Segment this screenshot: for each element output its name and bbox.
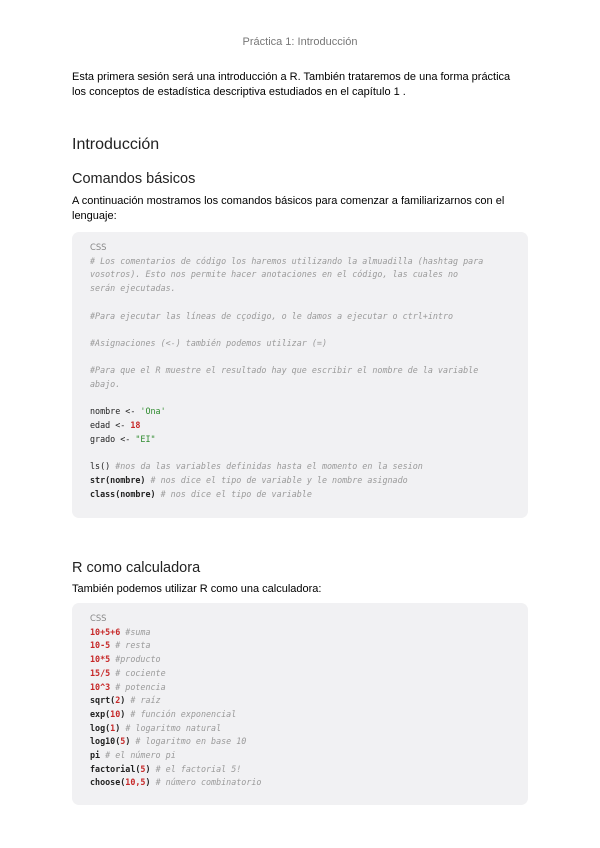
code-text: ) [125, 736, 136, 747]
code-comment: #Para ejecutar las líneas de cçodigo, o le damos a ejecutar o ctrl+intro [90, 310, 454, 321]
code-line [90, 667, 510, 681]
code-function: factorial( [90, 763, 141, 774]
code-comment: # cociente [115, 667, 166, 678]
section-title-introduccion: Introducción [72, 136, 160, 153]
code-line [90, 749, 510, 763]
code-text: ) [120, 695, 131, 706]
code-comment: #nos da las variables definidas hasta el momento en la sesion [115, 461, 423, 472]
comandos-description [72, 194, 528, 224]
comandos-desc-line-2: lenguaje: [72, 210, 117, 222]
code-line [90, 626, 510, 640]
code-text: grado <- [90, 433, 136, 444]
code-string: "EI" [135, 433, 156, 444]
code-comment: # número combinatorio [155, 777, 262, 788]
code-string: 'Ona' [140, 406, 166, 417]
code-comment: # logaritmo natural [125, 722, 222, 733]
document-content [72, 70, 528, 805]
code-comment: # logaritmo en base 10 [135, 736, 247, 747]
code-text: ) [115, 722, 126, 733]
code-function: pi [90, 750, 106, 761]
code-text: ) [145, 777, 156, 788]
code-function: log( [90, 722, 111, 733]
code-line-ls [90, 460, 510, 474]
code-number: 10^3 [90, 681, 116, 692]
code-comment: #suma [125, 626, 151, 637]
subsection-title-calculadora: R como calculadora [72, 560, 201, 576]
code-number: 10+5+6 [90, 626, 126, 637]
code-comment: #Para que el R muestre el resultado hay que escribir el nombre de la variable [90, 365, 479, 376]
code-comment: # el factorial 5! [155, 763, 242, 774]
code-comment: #producto [115, 654, 161, 665]
code-line [90, 763, 510, 777]
intro-line-2: los conceptos de estadística descriptiva estudiados en el capítulo 1 . [72, 86, 406, 98]
code-function: sqrt( [90, 695, 116, 706]
code-text: nombre <- [90, 406, 141, 417]
code-block-comandos[interactable] [72, 232, 528, 518]
code-block-calculadora[interactable] [72, 603, 528, 805]
code-text: ) [145, 763, 156, 774]
code-language-label: CSS [90, 613, 107, 623]
code-text: edad <- [90, 420, 131, 431]
code-line [90, 708, 510, 722]
code-line [90, 722, 510, 736]
code-line [90, 776, 510, 790]
code-line [90, 653, 510, 667]
code-line-assign-nombre [90, 405, 510, 419]
code-function: exp( [90, 708, 111, 719]
code-comment: # potencia [115, 681, 166, 692]
subsection-title-comandos: Comandos básicos [72, 171, 196, 187]
code-number: 18 [130, 420, 141, 431]
calculadora-description: También podemos utilizar R como una calculadora: [72, 583, 322, 595]
intro-line-1: Esta primera sesión será una introducción a R. También trataremos de una forma práctica [72, 71, 511, 83]
intro-paragraph [72, 70, 528, 100]
code-line [90, 681, 510, 695]
code-number: 1 [110, 722, 116, 733]
code-comment: #Asignaciones (<-) también podemos utilizar (=) [90, 337, 327, 348]
code-line-assign-grado [90, 433, 510, 447]
code-number: 10,5 [125, 777, 146, 788]
code-comment: vosotros). Esto nos permite hacer anotaciones en el código, las cuales no [90, 269, 459, 280]
code-comment: # función exponencial [130, 708, 237, 719]
page-header: Práctica 1: Introducción [242, 36, 358, 48]
code-line [90, 735, 510, 749]
code-line-class [90, 488, 510, 502]
code-number: 10*5 [90, 654, 116, 665]
code-line [90, 694, 510, 708]
code-number: 5 [140, 763, 146, 774]
code-text: ls() [90, 461, 116, 472]
code-language-label: CSS [90, 242, 107, 252]
comandos-desc-line-1: A continuación mostramos los comandos básicos para comenzar a familiarizarnos con el [72, 195, 505, 207]
code-comment: serán ejecutadas. [90, 283, 176, 294]
code-number: 2 [115, 695, 121, 706]
code-comment: abajo. [90, 378, 121, 389]
code-comment: # el número pi [105, 750, 176, 761]
code-comment: # raíz [130, 695, 161, 706]
code-number: 5 [120, 736, 126, 747]
code-function: log10( [90, 736, 121, 747]
code-line [90, 639, 510, 653]
code-text: ) [120, 708, 131, 719]
code-comment: # nos dice el tipo de variable [160, 488, 312, 499]
code-function: choose( [90, 777, 126, 788]
code-line-str [90, 474, 510, 488]
code-number: 15/5 [90, 667, 116, 678]
code-number: 10-5 [90, 640, 116, 651]
code-comment: # resta [115, 640, 151, 651]
code-number: 10 [110, 708, 121, 719]
code-comment: # nos dice el tipo de variable y le nombre asignado [150, 474, 408, 485]
code-function: str(nombre) [90, 474, 151, 485]
code-line-assign-edad [90, 419, 510, 433]
code-comment: # Los comentarios de código los haremos utilizando la almuadilla (hashtag para [90, 255, 484, 266]
code-function: class(nombre) [90, 488, 161, 499]
